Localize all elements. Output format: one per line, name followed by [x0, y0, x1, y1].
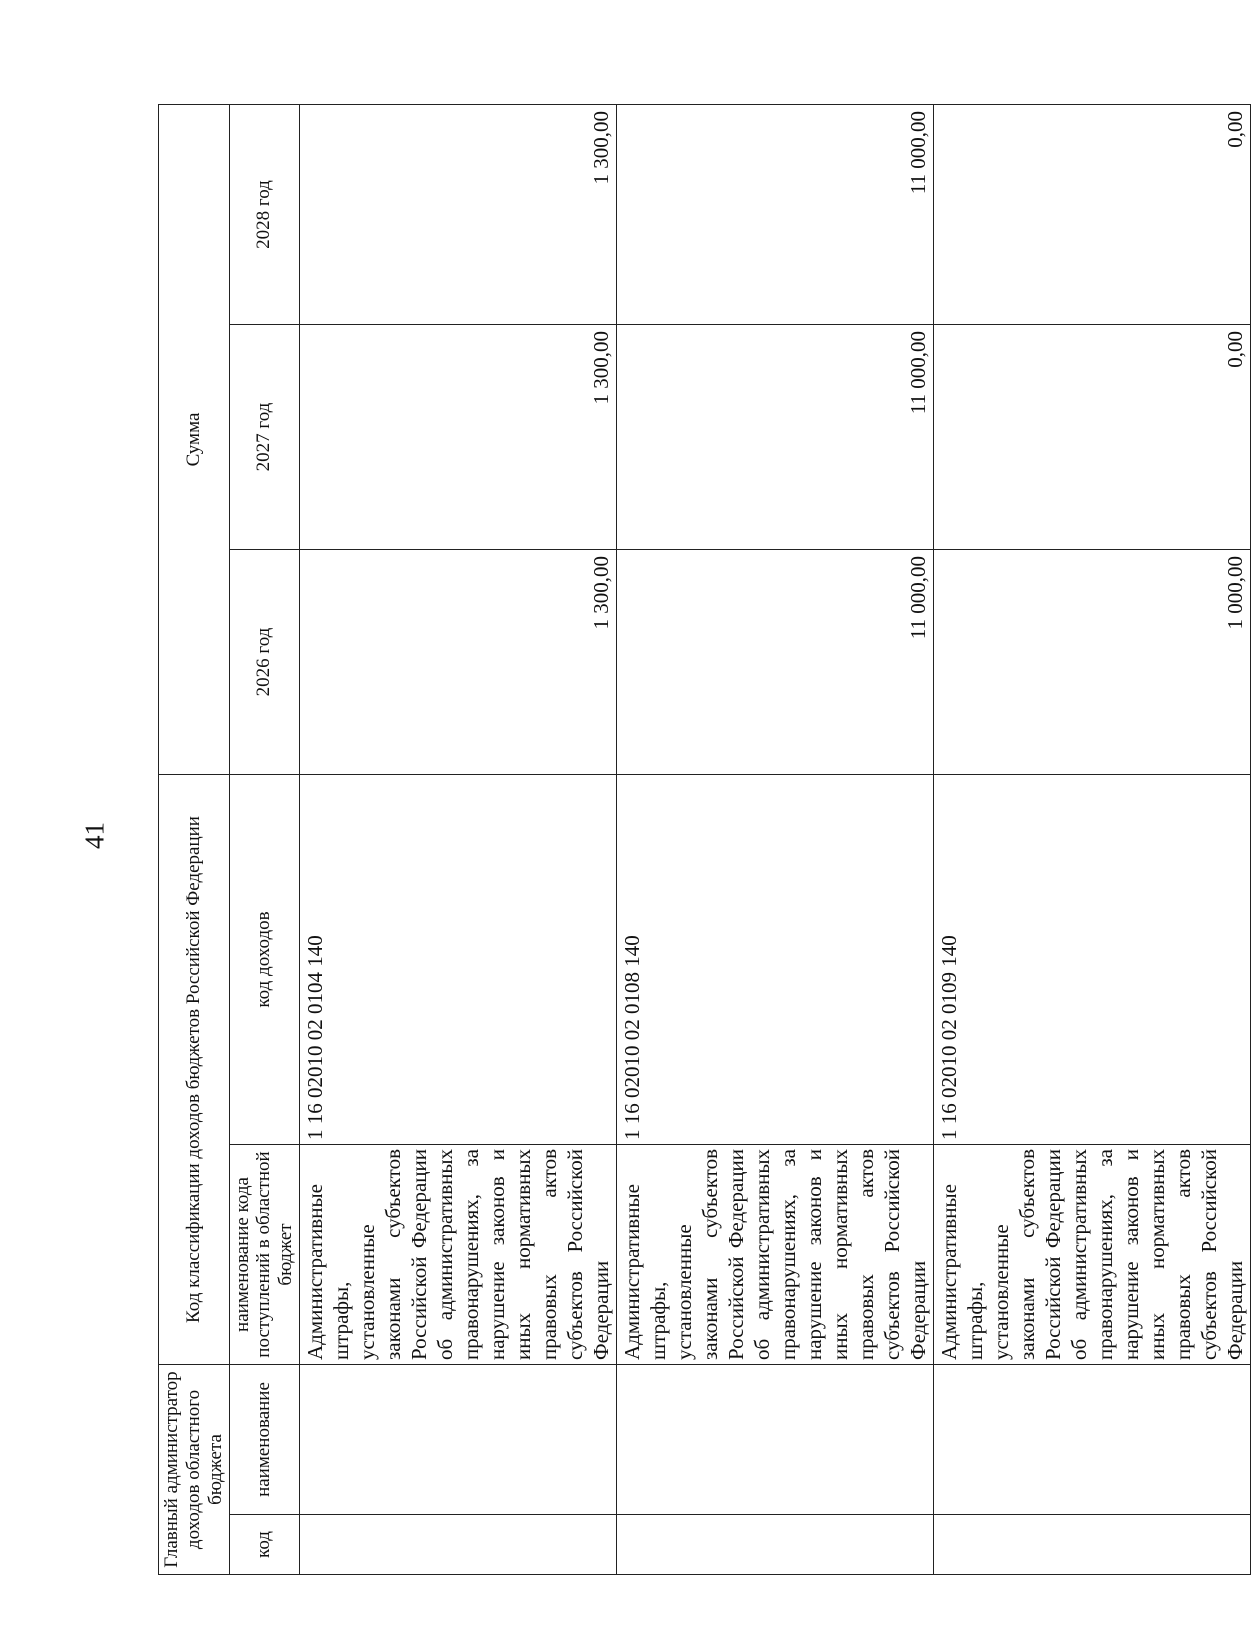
- admin-name-cell: [300, 1365, 617, 1515]
- sum-2028-cell: 11 000,00: [617, 105, 934, 325]
- sum-2026-cell: 1 300,00: [300, 550, 617, 775]
- sum-2027-cell: 11 000,00: [617, 325, 934, 550]
- header-year-2026: 2026 год: [229, 550, 300, 775]
- sum-2027-cell: 1 300,00: [300, 325, 617, 550]
- table-row: [300, 105, 617, 1575]
- header-year-2027: 2027 год: [229, 325, 300, 550]
- income-code-cell: 1 16 02010 02 0104 140: [300, 775, 617, 1145]
- header-admin-name: наименование: [229, 1365, 300, 1515]
- income-name-cell: Административные штрафы, установленные законами субъектов Российской Федерации об административных правонарушениях, за нарушение законов и иных нормативных правовых актов субъектов Российской Федерации: [300, 1145, 617, 1365]
- rotated-table-frame: [158, 105, 1248, 1575]
- sum-2027-cell: 0,00: [934, 325, 1251, 550]
- page-number: 41: [79, 822, 110, 849]
- header-income-name: наименование кода поступлений в областной бюджет: [229, 1145, 300, 1365]
- header-row-columns: [229, 105, 300, 1575]
- income-name-cell: Административные штрафы, установленные законами субъектов Российской Федерации об административных правонарушениях, за нарушение законов и иных нормативных правовых актов субъектов Российской Федерации: [934, 1145, 1251, 1365]
- header-admin-group: Главный администратор доходов областного бюджета: [159, 1365, 230, 1575]
- header-sum-group: Сумма: [159, 105, 230, 775]
- admin-code-cell: [617, 1515, 934, 1575]
- admin-code-cell: [300, 1515, 617, 1575]
- admin-code-cell: [934, 1515, 1251, 1575]
- income-name-cell: Административные штрафы, установленные законами субъектов Российской Федерации об административных правонарушениях, за нарушение законов и иных нормативных правовых актов субъектов Российской Федерации: [617, 1145, 934, 1365]
- header-classification-group: Код классификации доходов бюджетов Российской Федерации: [159, 775, 230, 1365]
- header-year-2028: 2028 год: [229, 105, 300, 325]
- admin-name-cell: [934, 1365, 1251, 1515]
- rotated-table-content: [158, 105, 1248, 1575]
- sum-2028-cell: 0,00: [934, 105, 1251, 325]
- table-row: [617, 105, 934, 1575]
- revenue-table: [158, 104, 1251, 1575]
- income-code-cell: 1 16 02010 02 0108 140: [617, 775, 934, 1145]
- header-row-groups: [159, 105, 230, 1575]
- header-admin-code: код: [229, 1515, 300, 1575]
- sum-2028-cell: 1 300,00: [300, 105, 617, 325]
- admin-name-cell: [617, 1365, 934, 1515]
- table-row: [934, 105, 1251, 1575]
- sum-2026-cell: 1 000,00: [934, 550, 1251, 775]
- header-income-code: код доходов: [229, 775, 300, 1145]
- income-code-cell: 1 16 02010 02 0109 140: [934, 775, 1251, 1145]
- sum-2026-cell: 11 000,00: [617, 550, 934, 775]
